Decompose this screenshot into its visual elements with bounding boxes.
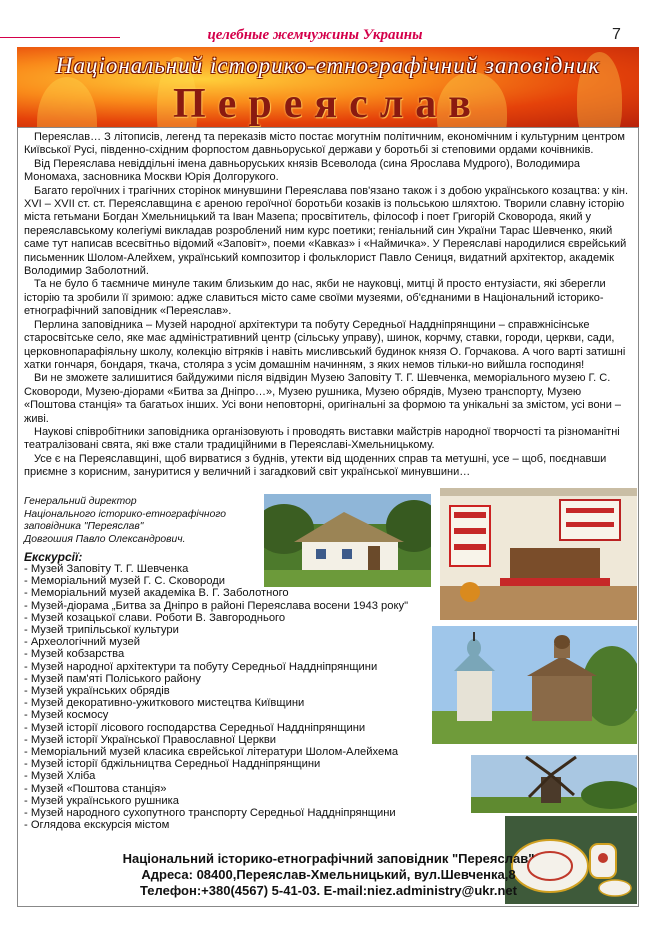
excursions-title: Екскурсії: (24, 550, 83, 564)
intro-paragraph: Наукові співробітники заповідника організовують і проводять виставки майстрів народної творчості та різноманітні театралізовані свята, які вже стали традиційними в Переяславі-Хмельницькому. (24, 425, 620, 452)
intro-paragraph: Ви не зможете залишитися байдужими після відвідин Музею Заповіту Т. Г. Шевченка, меморіального музею Г. С. Сковороди, Музею-діорами «Битва за Дніпро…», Музею рушника, Музею обрядів, Музею транспорту, Музею «Поштова станція» та багатьох інших. Усі вони неповторні, оригінальні за формою та унікальні за змістом, усі вони – живі. (24, 372, 622, 425)
title-banner (17, 47, 639, 127)
director-line: Генеральний директор (24, 496, 137, 507)
list-item: - Музей-діорама „Битва за Дніпро в районі Переяслава восени 1943 року" (24, 599, 409, 612)
banner-subtitle: Національний історико-етнографічний заповідник (55, 53, 601, 78)
intro-paragraph: Та не було б таємниче минуле таким близьким до нас, якби не науковці, митці й просто ентузіасти, які зберегли історію та зробили її зримою: адже славиться місто саме своїми музеями, об'єднаними в Національний історико-етнографічний заповідник «Переяслав». (24, 278, 606, 318)
list-item: - Музей трипільської культури (24, 624, 179, 637)
list-item: - Музей народної архітектури та побуту Середньої Наддніпрянщини (24, 660, 378, 673)
director-name: Довгошия Павло Олександрович. (24, 533, 186, 545)
list-item: - Музей кобзарства (24, 648, 125, 661)
list-item: - Музей українських обрядів (24, 685, 170, 698)
director-line: Національного історико-етнографічного (24, 508, 227, 520)
list-item: - Меморіальний музей академіка В. Г. Заболотного (24, 587, 289, 600)
list-item: - Музей історії Української Православної Церкви (24, 733, 277, 746)
wooden-churches-photo (432, 626, 637, 744)
list-item: - Музей декоративно-ужиткового мистецтва Київщини (24, 697, 305, 710)
list-item: - Музей Хліба (24, 770, 96, 783)
list-item: - Музей пам'яті Поліського району (24, 672, 201, 685)
list-item: - Музей «Поштова станція» (24, 782, 167, 795)
intro-paragraph: Перлина заповідника – Музей народної архітектури та побуту Середньої Наддніпрянщини – справжнісінське старосвітське село, яке має адміністративний центр (сільську управу), шинок, корчму, ставки, городи, церкви, сади, церковнопарафіяльну школу, колекцію вітряків і навіть мисливський будинок князя О. Горчакова. А чого варті затишні хатки гончаря, бондаря, ткача, столяра з усім домашнім начинням, з яких немов тільки-но вийшла господиня! (24, 318, 626, 371)
intro-paragraph: Переяслав… З літописів, легенд та переказів місто постає могутнім політичним, економічним і культурним центром Київської Русі, південно-східним форпостом давньоруської держави у боротьбі зі степовими ордами кочівників. (24, 131, 625, 157)
list-item: - Музей козацької слави. Роботи В. Завгороднього (24, 611, 286, 624)
list-item: - Меморіальний музей класика єврейської літератури Шолом-Алейхема (24, 746, 399, 759)
header-rule (0, 37, 120, 38)
header-title: целебные жемчужины Украины (207, 27, 423, 43)
contact-footer (20, 851, 637, 899)
footer-address: Адреса: 08400,Переяслав-Хмельницький, вул.Шевченка,8 (141, 867, 516, 882)
footer-contacts: Телефон:+380(4567) 5-41-03. E-mail:niez.administry@ukr.net (140, 883, 517, 898)
list-item: - Музей народного сухопутного транспорту Середньої Наддніпрянщини (24, 807, 396, 820)
intro-text (24, 131, 630, 480)
list-item: - Музей українського рушника (24, 794, 179, 807)
list-item: - Археологічний музей (24, 636, 140, 649)
intro-paragraph: Від Переяслава невіддільні імена давньоруських князів Всеволода (сина Ярослава Мудрого), Володимира Мономаха, засновника Москви Юрія Долгорукого. (24, 157, 581, 184)
house-interior-photo (440, 488, 637, 620)
page-number: 7 (612, 26, 621, 43)
intro-paragraph: Багато героїчних і трагічних сторінок минувшини Переяслава пов'язано також і з добою українського козацтва: у кін. XVI – XVII ст. ст. Переяславщина є ареною героїчної боротьби козаків із польською шляхтою. Творили славну історію міста гетьмани Богдан Хмельницький та Іван Мазепа; просвітитель, філософ і поет Григорій Сковорода, який у переяславському колегіумі викладав розроблений ним курс поетики; геніальний син України Тарас Шевченко, який саме тут написав всесвітньо відомий «Заповіт», поеми «Кавказ» і «Наймичка». У Переяславі народилися єврейський письменник Шолом-Алейхем, український композитор і фольклорист Павло Сениця, видатний архітектор, академік Володимир Заболотний. (24, 184, 629, 278)
list-item: - Музей Заповіту Т. Г. Шевченка (24, 563, 189, 575)
director-line: заповідника "Переяслав" (24, 521, 144, 533)
footer-org-name: Національний історико-етнографічний заповідник "Переяслав" (122, 851, 535, 866)
list-item: - Меморіальний музей Г. С. Сковороди (24, 575, 226, 588)
banner-title: Переяслав (173, 81, 483, 127)
list-item: - Оглядова екскурсія містом (24, 819, 170, 832)
excursions-list (24, 563, 454, 831)
list-item: - Музей космосу (24, 709, 109, 722)
windmill-photo (471, 755, 637, 813)
intro-paragraph: Усе є на Переяславщині, щоб вирватися з буднів, утекти від щоденних справ та метушні, усе – щоб, поєднавши приємне з корисним, зануритися у величний і загадковий світ української минувшини… (24, 452, 607, 479)
list-item: - Музей історії бджільництва Середньої Наддніпрянщини (24, 758, 321, 771)
list-item: - Музей історії лісового господарства Середньої Наддніпрянщини (24, 721, 366, 734)
director-signature (24, 496, 264, 546)
